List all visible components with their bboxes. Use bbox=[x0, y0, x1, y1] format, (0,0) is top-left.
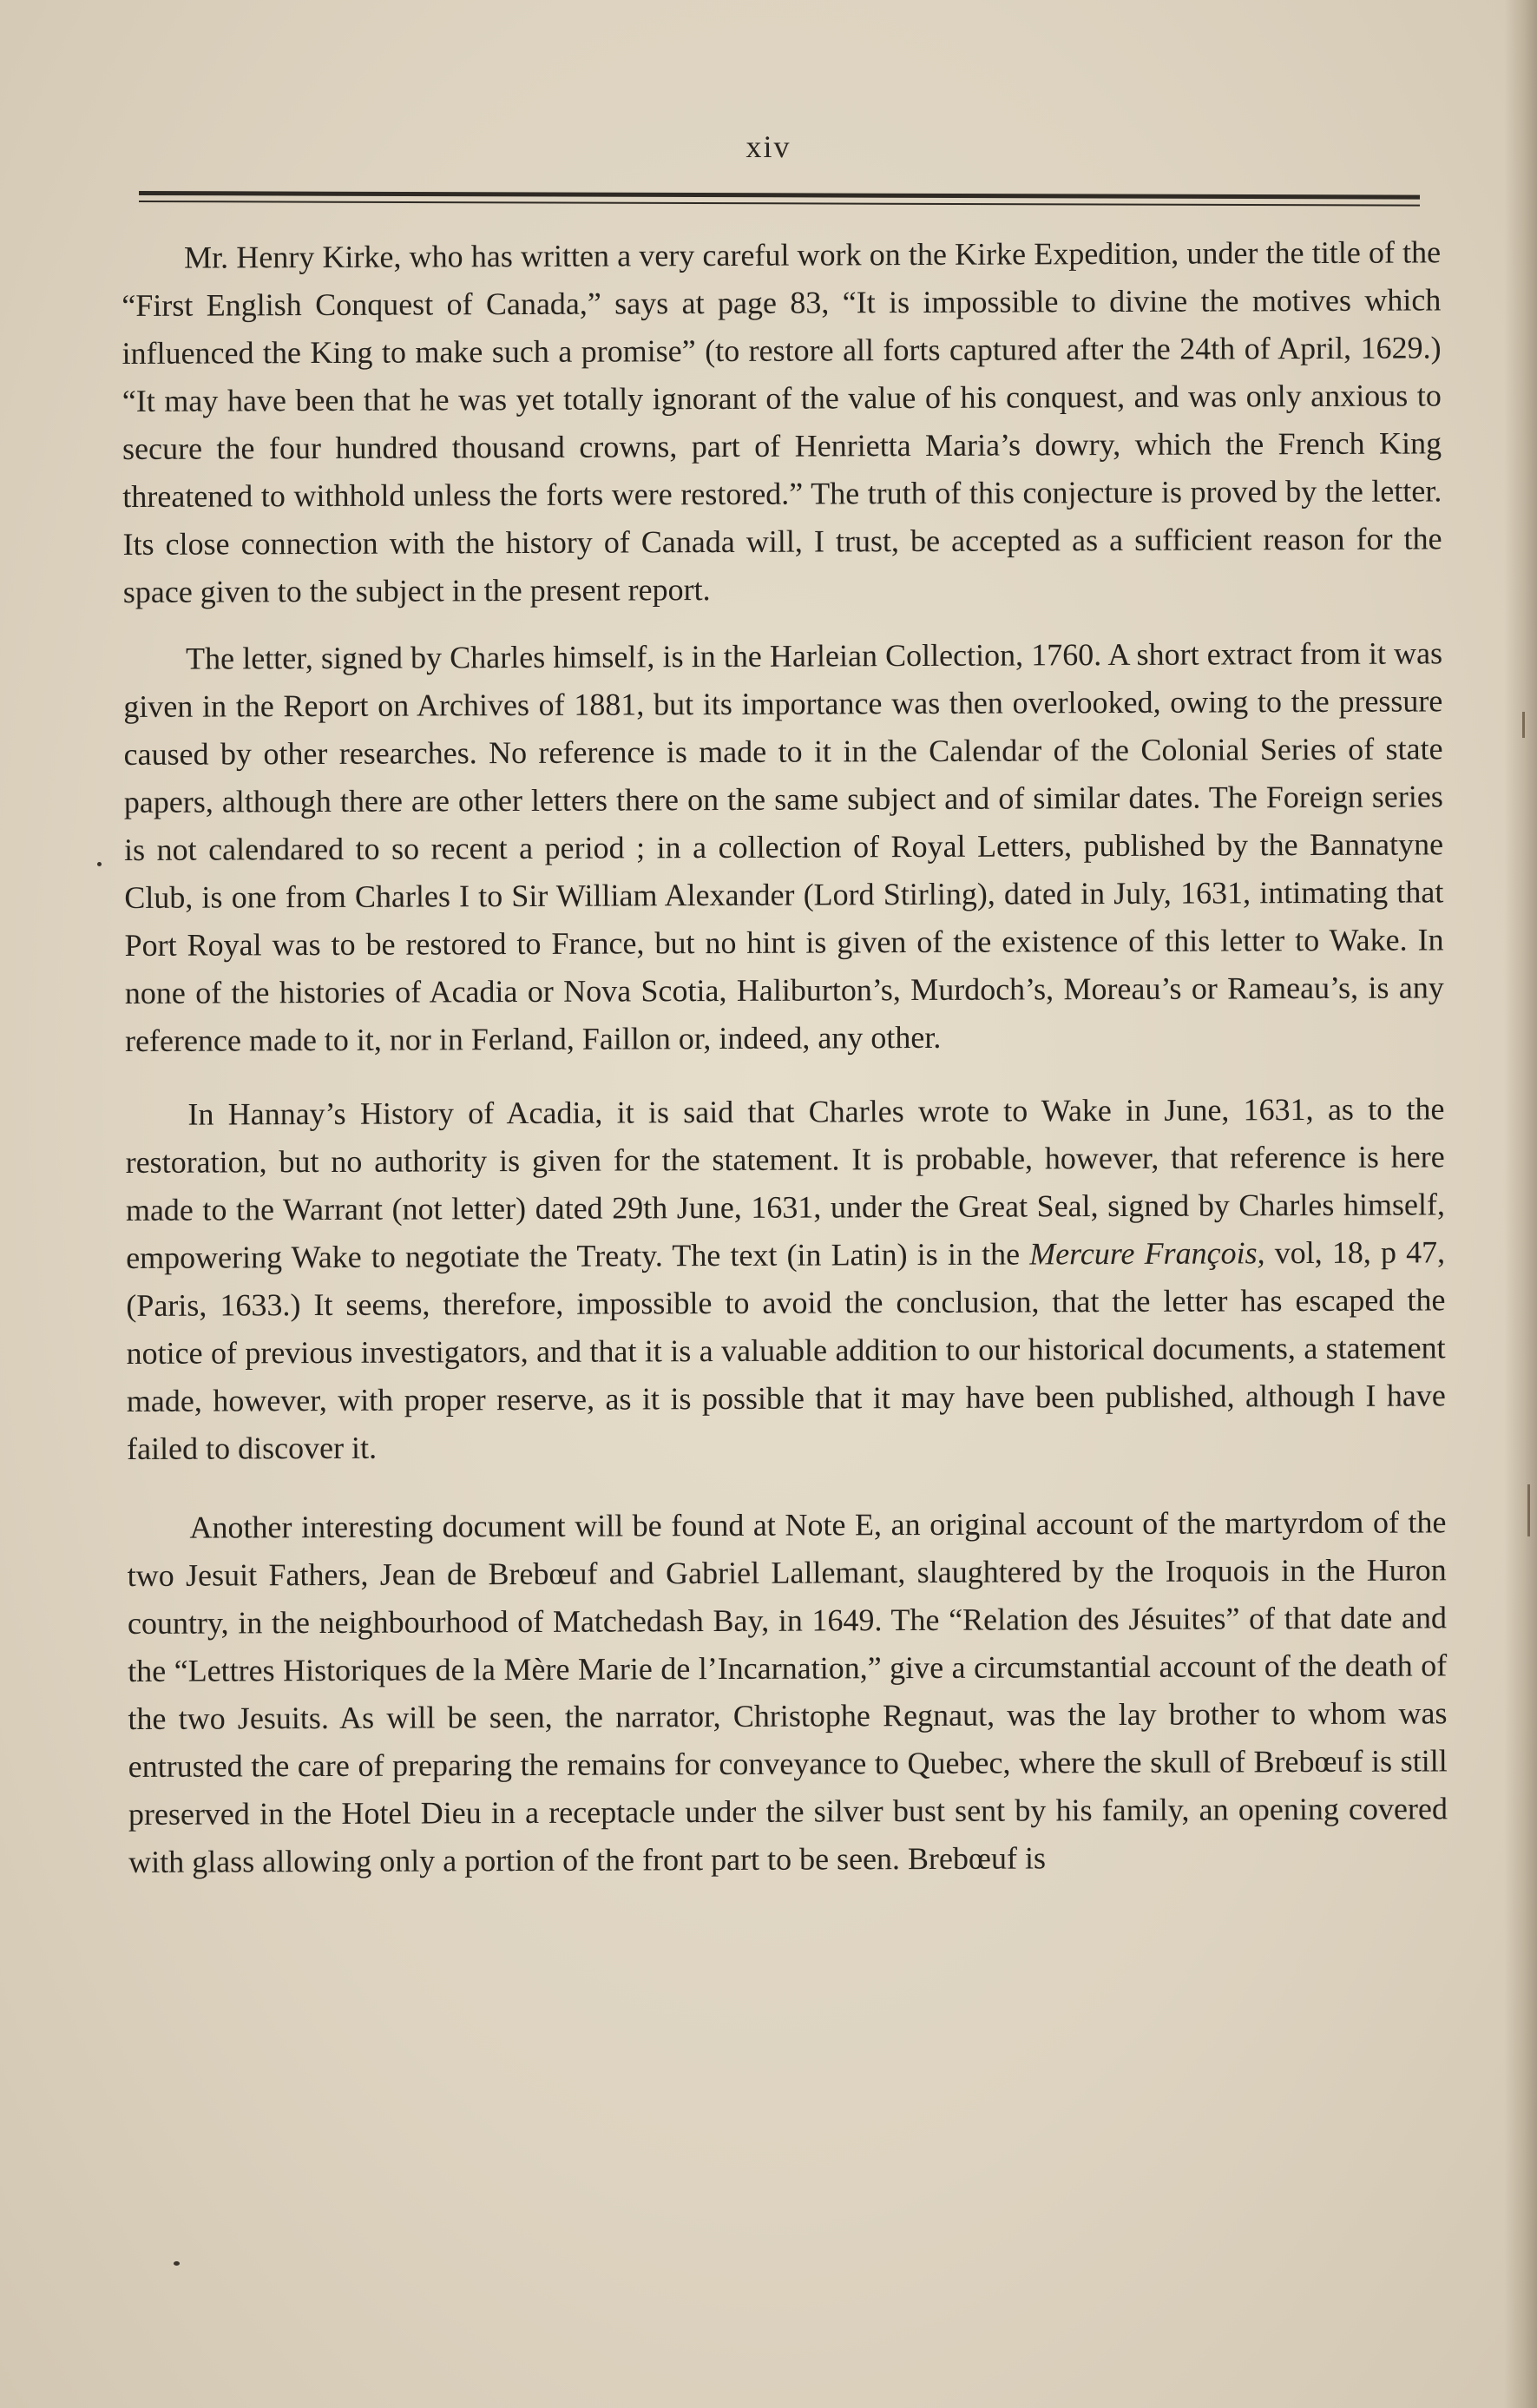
paragraph-3-italic-title: Mercure François, bbox=[1029, 1235, 1265, 1272]
ink-speck bbox=[174, 2261, 180, 2266]
paragraph-3 bbox=[125, 1085, 1446, 1473]
paragraph-3-text-after: vol, 18, p 47, (Paris, 1633.) It seems, therefore, impossible to avoid the conclusion, that the letter has escaped the notice of previous investigators, and that it is a valuable addition to our historical documents, a statement made, however, with proper reserve, as it is possible that it may have been published, although I have failed to discover it. bbox=[126, 1234, 1446, 1466]
ink-speck bbox=[97, 862, 102, 866]
paragraph-2: The letter, signed by Charles himself, is in the Harleian Collection, 1760. A short extract from it was given in the Report on Archives of 1881, but its importance was then overlooked, owing to the pressure caused by other researches. No reference is made to it in the Calendar of the Colonial Series of state papers, although there are other letters there on the same subject and of similar dates. The Foreign series is not calendared to so recent a period ; in a collection of Royal Letters, published by the Bannatyne Club, is one from Charles I to Sir William Alexander (Lord Stirling), dated in July, 1631, intimating that Port Royal was to be restored to France, but no hint is given of the existence of this letter to Wake. In none of the histories of Acadia or Nova Scotia, Haliburton’s, Murdoch’s, Moreau’s or Rameau’s, is any reference made to it, nor in Ferland, Faillon or, indeed, any other. bbox=[123, 635, 1444, 1058]
paragraph-1: Mr. Henry Kirke, who has written a very careful work on the Kirke Expedition, under the title of the “First English Conquest of Canada,” says at page 83, “It is impossible to divine the motives which influenced the King to make such a promise” (to restore all forts captured after the 24th of April, 1629.) “It may have been that he was yet totally ignorant of the value of his conquest, and was only anxious to secure the four hundred thousand crowns, part of Henrietta Maria’s dowry, which the French King threatened to withhold unless the forts were restored.” The truth of this conjecture is proved by the letter. Its close connection with the history of Canada will, I trust, be accepted as a sufficient reason for the space given to the subject in the present report. bbox=[122, 234, 1442, 609]
body-text bbox=[122, 228, 1448, 1886]
binding-edge-shadow bbox=[1504, 0, 1537, 2408]
page-number: xiv bbox=[746, 129, 791, 164]
header-rule-thin bbox=[139, 201, 1420, 207]
margin-mark bbox=[1527, 1484, 1530, 1536]
paragraph-3-text-before: In Hannay’s History of Acadia, it is said that Charles wrote to Wake in June, 1631, as to the restoration, but no authority is given for the statement. It is probable, however, that reference is here made to the Warrant (not letter) dated 29th June, 1631, under the Great Seal, signed by Charles himself, empowering Wake to negotiate the Treaty. The text (in Latin) is in the bbox=[125, 1091, 1445, 1275]
margin-mark bbox=[1522, 712, 1525, 738]
header-rule bbox=[139, 189, 1420, 214]
paragraph-4: Another interesting document will be found at Note E, an original account of the martyrdom of the two Jesuit Fathers, Jean de Brebœuf and Gabriel Lallemant, slaughtered by the Iroquois in the Huron country, in the neighbourhood of Matchedash Bay, in 1649. The “Relation des Jésuites” of that date and the “Lettres Historiques de la Mère Marie de l’Incarnation,” give a circumstantial account of the death of the two Jesuits. As will be seen, the narrator, Christophe Regnaut, was the lay brother to whom was entrusted the care of preparing the remains for conveyance to Quebec, where the skull of Brebœuf is still preserved in the Hotel Dieu in a receptacle under the silver bust sent by his family, an opening covered with glass allowing only a portion of the front part to be seen. Brebœuf is bbox=[127, 1504, 1448, 1879]
header-rule-thick bbox=[139, 191, 1420, 200]
